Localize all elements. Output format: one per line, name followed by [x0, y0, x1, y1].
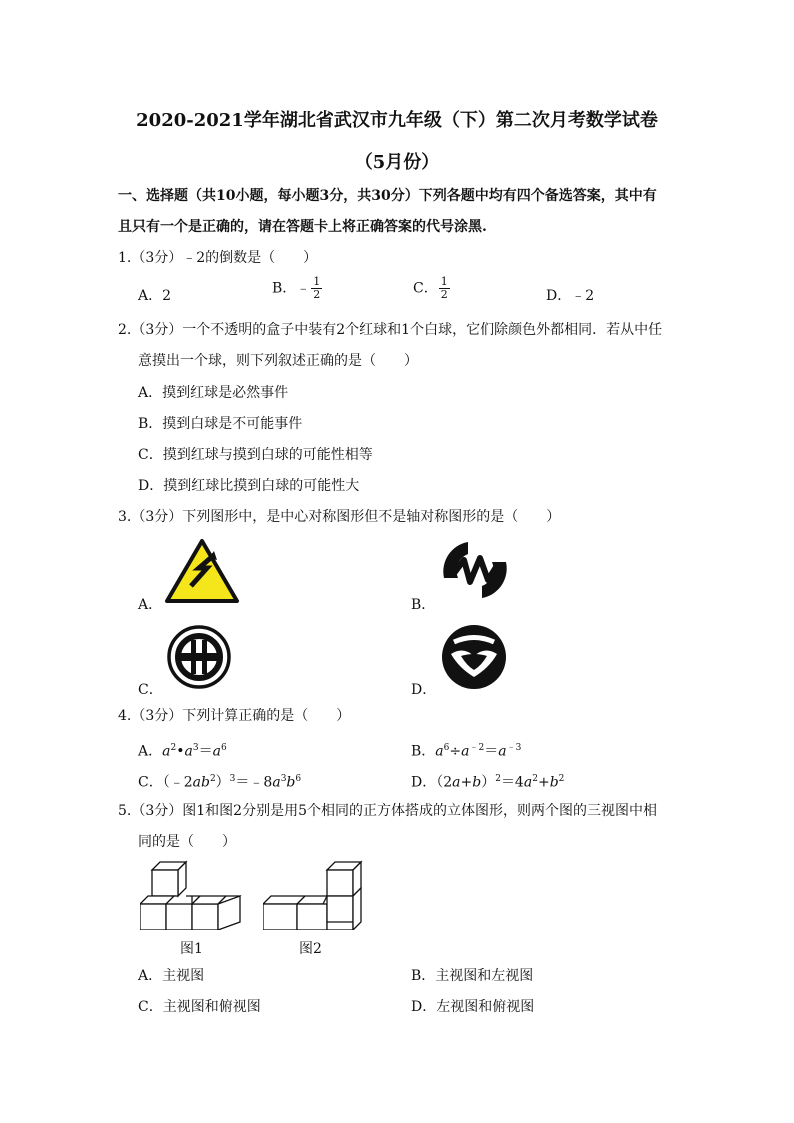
q5-stem-line2: 同的是（ ） — [138, 834, 236, 850]
denominator: 2 — [313, 288, 321, 301]
q1-option-b-prefix: B．﹣ — [272, 280, 311, 297]
horizontal-bar — [180, 653, 218, 661]
q4-option-b: B．$a^6\div a^{﹣2}=a^{﹣3}$ — [411, 743, 522, 760]
q3-option-c: C． — [138, 682, 163, 698]
q1-option-b — [272, 276, 322, 301]
q3-option-d: D． — [411, 682, 437, 698]
q4-option-c: C．$(﹣2ab^2)^3=﹣8a^3b^6$ — [138, 774, 302, 791]
cube-figure-1 — [140, 858, 244, 930]
exam-subtitle: （5月份） — [354, 152, 440, 173]
q3-option-b: B． — [411, 597, 436, 613]
exam-title: 2020-2021学年湖北省武汉市九年级（下）第二次月考数学试卷 — [136, 110, 658, 131]
q1-option-b-fraction — [311, 276, 322, 301]
q2-option-a: A．摸到红球是必然事件 — [138, 385, 289, 401]
denominator: 2 — [440, 288, 448, 301]
q1-option-c — [413, 276, 450, 301]
q4-option-d: D．$(2a+b)^2=4a^2+b^2$ — [411, 774, 565, 791]
q4-option-a-label: A． — [138, 743, 163, 760]
q1-option-a: A．2 — [138, 288, 172, 304]
numerator: 1 — [440, 275, 448, 288]
q2-stem-line1: 2.（3分）一个不透明的盒子中装有2个红球和1个白球，它们除颜色外都相同．若从中任 — [118, 322, 663, 338]
q4-stem: 4.（3分）下列计算正确的是（ ） — [118, 708, 351, 724]
q4-option-d-label: D．（2 — [411, 774, 453, 791]
logo-w-figure — [438, 538, 512, 602]
q2-option-c: C．摸到红球与摸到白球的可能性相等 — [138, 447, 373, 463]
q1-option-c-fraction — [439, 276, 450, 301]
q5-option-d: D．左视图和俯视图 — [411, 999, 535, 1015]
q5-stem-line1: 5.（3分）图1和图2分别是用5个相同的正方体搭成的立体图形，则两个图的三视图中相 — [118, 803, 657, 819]
q5-option-a: A．主视图 — [138, 968, 205, 984]
q5-option-c: C．主视图和俯视图 — [138, 999, 261, 1015]
q4-option-b-label: B． — [411, 743, 436, 760]
section-instruction-line2: 且只有一个是正确的，请在答题卡上将正确答案的代号涂黑. — [118, 219, 487, 235]
numerator: 1 — [313, 275, 321, 288]
q3-stem: 3.（3分）下列图形中，是中心对称图形但不是轴对称图形的是（ ） — [118, 509, 561, 525]
vertical-bar-right — [202, 640, 207, 674]
figure-2-caption: 图2 — [299, 941, 322, 957]
vertical-bar-left — [191, 640, 196, 674]
q4-option-c-label: C．（﹣2 — [138, 774, 193, 791]
q3-option-a: A． — [138, 597, 163, 613]
figure-1-caption: 图1 — [180, 941, 203, 957]
q1-option-c-prefix: C． — [413, 280, 438, 297]
q5-option-b: B．主视图和左视图 — [411, 968, 534, 984]
warning-triangle-figure — [164, 538, 240, 604]
q1-option-d: D．﹣2 — [546, 288, 595, 304]
cube-figure-2 — [263, 858, 367, 930]
q2-option-d: D．摸到红球比摸到白球的可能性大 — [138, 478, 360, 494]
heart-logo-figure — [437, 622, 511, 690]
q2-stem-line2: 意摸出一个球，则下列叙述正确的是（ ） — [138, 353, 418, 369]
q1-stem: 1.（3分）﹣2的倒数是（ ） — [118, 250, 318, 266]
circle-logo-figure — [166, 624, 232, 690]
section-instruction-line1: 一、选择题（共10小题，每小题3分，共30分）下列各题中均有四个备选答案，其中有 — [118, 188, 657, 204]
q4-option-a: A．$a^2•a^3=a^6$ — [138, 743, 227, 760]
q2-option-b: B．摸到白球是不可能事件 — [138, 416, 303, 432]
